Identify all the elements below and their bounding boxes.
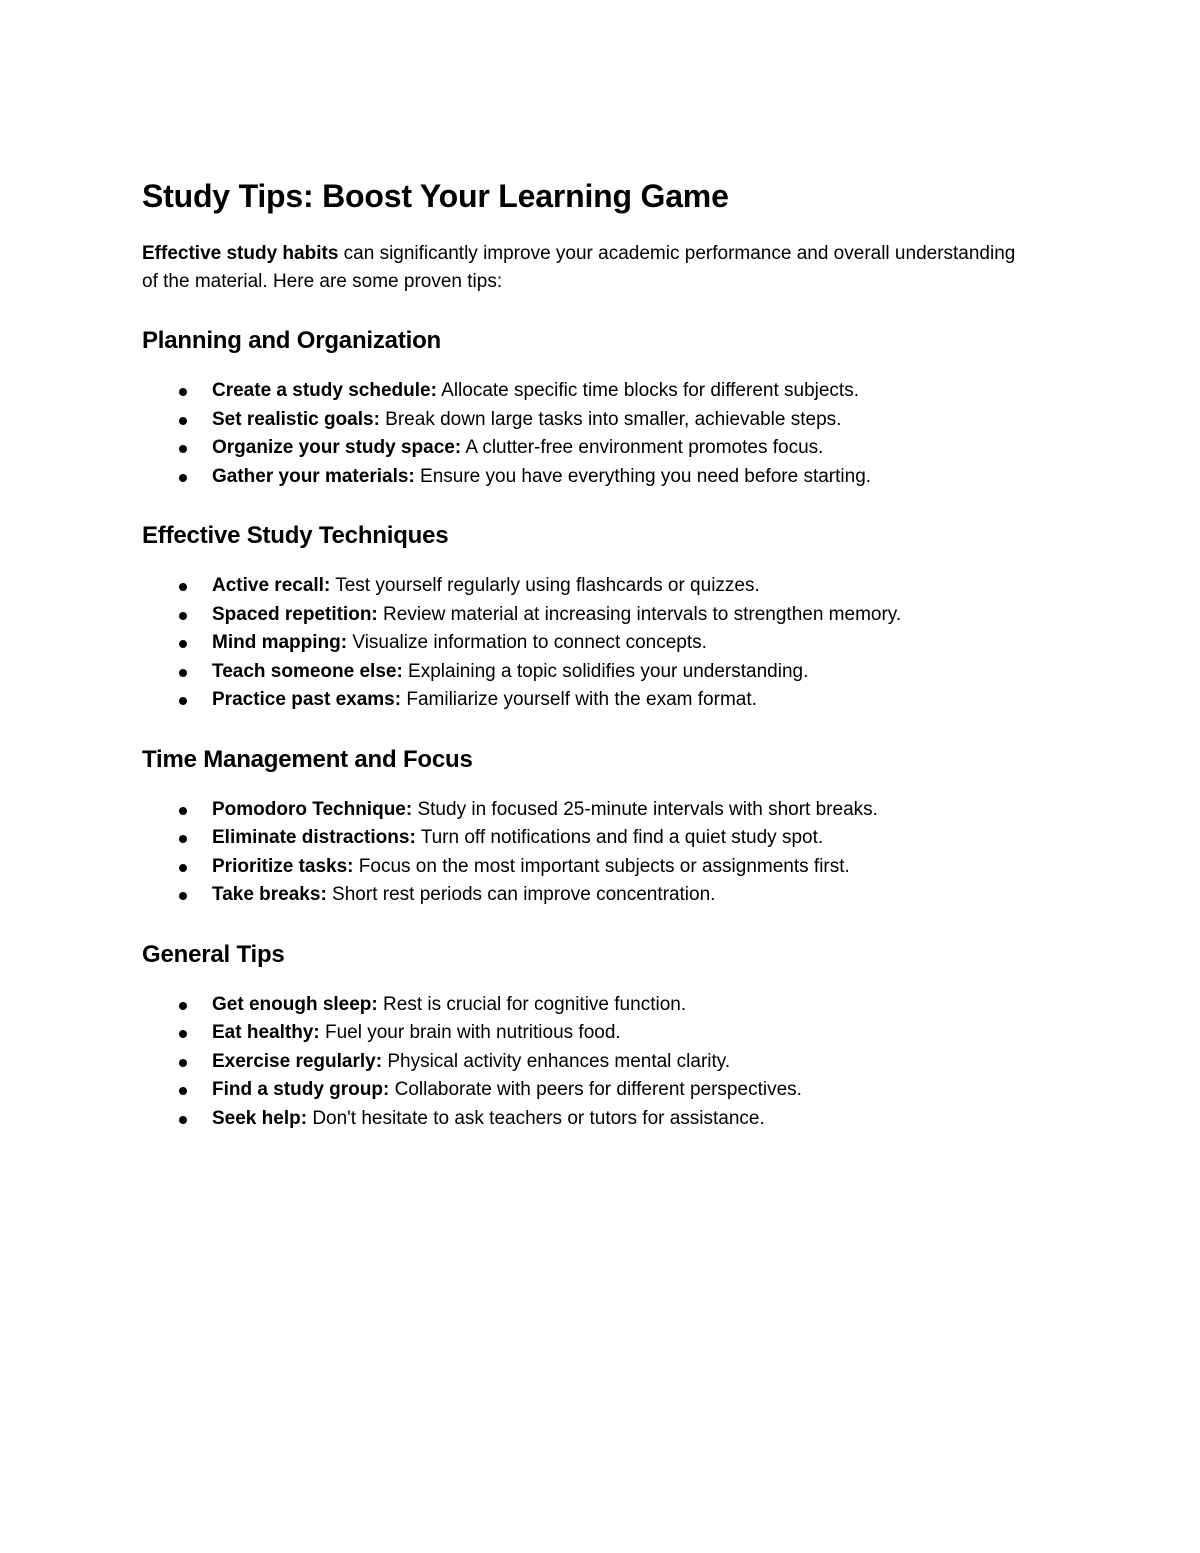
intro-lead: Effective study habits <box>142 243 339 264</box>
bullet-icon <box>179 1116 187 1124</box>
tip-text: Short rest periods can improve concentration. <box>326 884 716 905</box>
bullet-icon <box>179 807 187 815</box>
list-item <box>142 1019 1058 1048</box>
list-item <box>142 601 1058 630</box>
section-heading: Effective Study Techniques <box>142 522 449 549</box>
tip-text: Rest is crucial for cognitive function. <box>377 993 687 1015</box>
intro-paragraph <box>142 240 1022 296</box>
tip-term: Take breaks: <box>212 884 327 905</box>
tip-term: Get enough sleep: <box>212 993 378 1015</box>
bullet-icon <box>179 640 187 648</box>
bullet-icon <box>179 583 187 591</box>
section-general-tips <box>142 940 1058 1134</box>
list-item <box>142 686 1058 715</box>
tip-text: Review material at increasing intervals to strengthen memory. <box>377 603 902 625</box>
list-item <box>142 406 1058 435</box>
tips-list <box>142 572 1058 715</box>
list-item <box>142 991 1058 1020</box>
section-heading: General Tips <box>142 940 285 968</box>
tip-term: Find a study group: <box>212 1079 390 1100</box>
tip-term: Eliminate distractions: <box>212 827 416 848</box>
tip-term: Seek help: <box>212 1107 308 1129</box>
section-heading: Time Management and Focus <box>142 745 473 773</box>
tip-text: Test yourself regularly using flashcards or quizzes. <box>330 575 760 596</box>
section-heading: Planning and Organization <box>142 327 442 354</box>
bullet-icon <box>179 1002 187 1010</box>
bullet-icon <box>179 474 187 482</box>
list-item <box>142 658 1058 687</box>
tip-term: Eat healthy: <box>212 1022 320 1043</box>
tip-term: Exercise regularly: <box>212 1050 383 1072</box>
bullet-icon <box>179 388 187 396</box>
section-time-management-and-focus <box>142 745 1058 910</box>
list-item <box>142 824 1058 853</box>
bullet-icon <box>179 1087 187 1095</box>
bullet-icon <box>179 612 187 620</box>
list-item <box>142 853 1058 882</box>
bullet-icon <box>179 1059 187 1067</box>
list-item <box>142 572 1058 601</box>
tip-text: Don't hesitate to ask teachers or tutors for assistance. <box>307 1107 765 1129</box>
tip-text: Explaining a topic solidifies your understanding. <box>402 660 809 682</box>
tip-term: Pomodoro Technique: <box>212 798 413 820</box>
bullet-icon <box>179 417 187 425</box>
tip-term: Active recall: <box>212 575 331 596</box>
tip-text: Break down large tasks into smaller, achievable steps. <box>379 408 842 430</box>
list-item <box>142 629 1058 658</box>
tip-text: Focus on the most important subjects or assignments first. <box>353 855 850 877</box>
bullet-icon <box>179 835 187 843</box>
tip-term: Organize your study space: <box>212 437 462 458</box>
tip-text: A clutter-free environment promotes focus. <box>461 437 824 458</box>
sections-container <box>142 326 1058 1133</box>
list-item <box>142 1076 1058 1105</box>
bullet-icon <box>179 1030 187 1038</box>
list-item <box>142 434 1058 463</box>
tip-text: Familiarize yourself with the exam format. <box>401 689 757 710</box>
bullet-icon <box>179 669 187 677</box>
section-effective-study-techniques <box>142 521 1058 715</box>
tips-list <box>142 377 1058 491</box>
bullet-icon <box>179 697 187 705</box>
bullet-icon <box>179 892 187 900</box>
list-item <box>142 377 1058 406</box>
tips-list <box>142 796 1058 910</box>
list-item <box>142 881 1058 910</box>
tip-term: Mind mapping: <box>212 632 348 653</box>
list-item <box>142 1105 1058 1134</box>
tip-text: Collaborate with peers for different perspectives. <box>389 1079 802 1100</box>
list-item <box>142 796 1058 825</box>
tip-text: Ensure you have everything you need before starting. <box>414 465 872 487</box>
tip-term: Prioritize tasks: <box>212 855 354 877</box>
tip-term: Spaced repetition: <box>212 603 378 625</box>
tip-term: Gather your materials: <box>212 465 415 487</box>
tip-term: Create a study schedule: <box>212 380 437 401</box>
tips-list <box>142 991 1058 1134</box>
tip-text: Physical activity enhances mental clarity. <box>382 1050 731 1072</box>
bullet-icon <box>179 864 187 872</box>
tip-term: Set realistic goals: <box>212 408 380 430</box>
page-title: Study Tips: Boost Your Learning Game <box>142 178 729 214</box>
tip-term: Practice past exams: <box>212 689 402 710</box>
tip-text: Fuel your brain with nutritious food. <box>319 1022 621 1043</box>
list-item <box>142 1048 1058 1077</box>
list-item <box>142 463 1058 492</box>
section-planning-and-organization <box>142 326 1058 491</box>
bullet-icon <box>179 445 187 453</box>
tip-text: Study in focused 25-minute intervals with short breaks. <box>412 798 878 820</box>
tip-text: Turn off notifications and find a quiet study spot. <box>415 827 824 848</box>
tip-text: Visualize information to connect concepts. <box>347 632 707 653</box>
tip-text: Allocate specific time blocks for different subjects. <box>436 380 859 401</box>
tip-term: Teach someone else: <box>212 660 403 682</box>
intro-text: can significantly improve your academic performance and overall understanding of the material. Here are some proven tips: <box>142 243 1016 292</box>
